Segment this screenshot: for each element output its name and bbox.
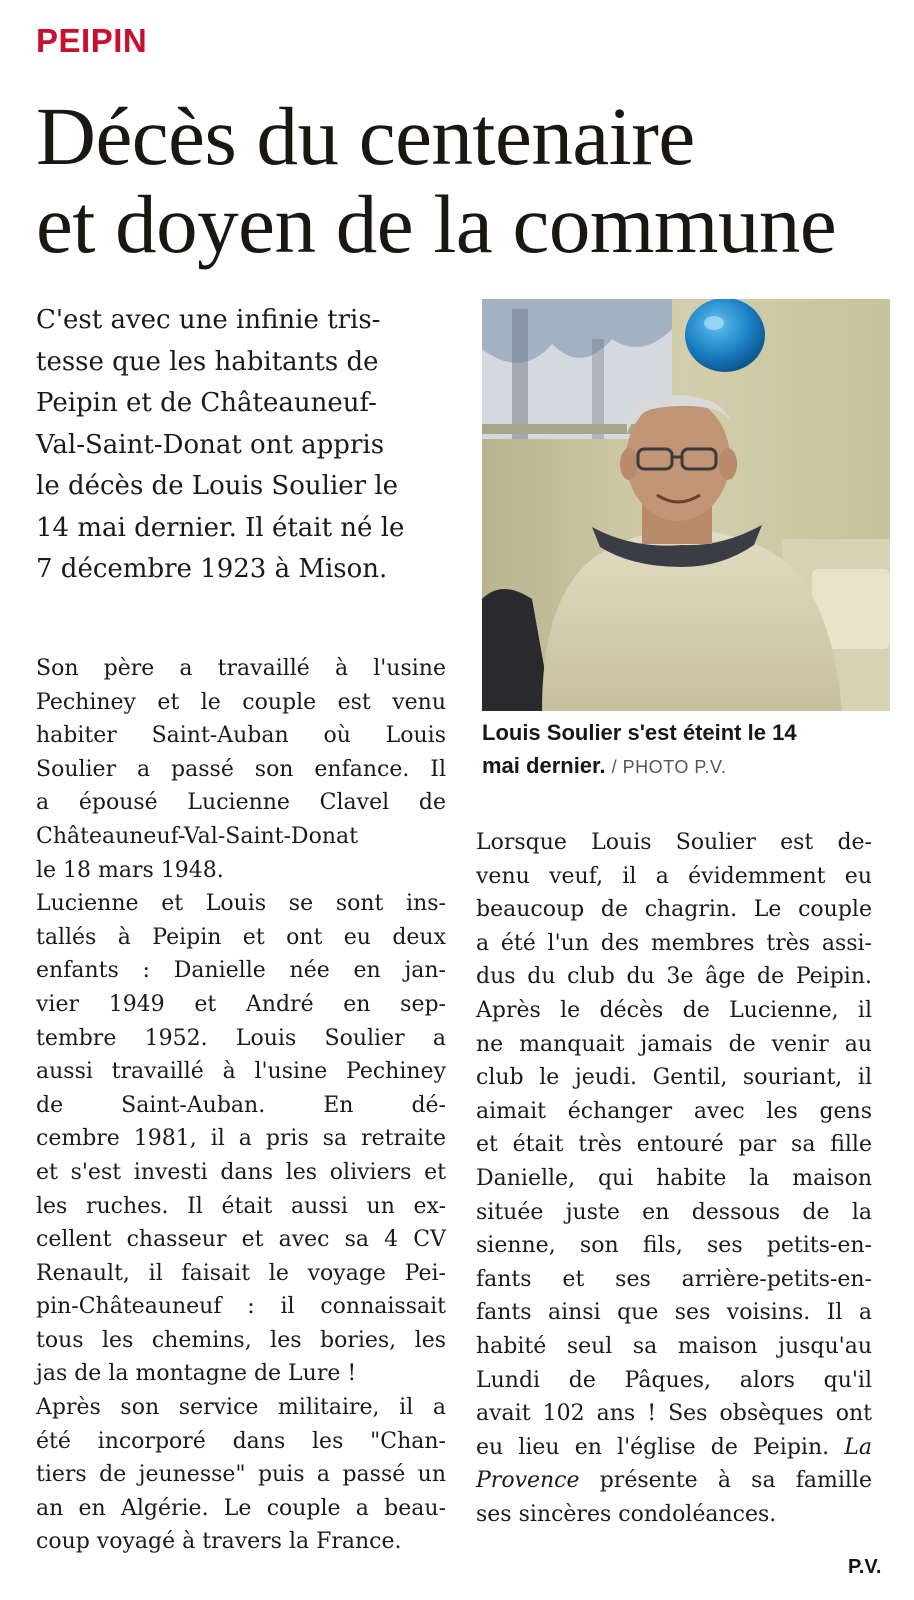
body-line: ses sincères condoléances. (476, 1501, 777, 1527)
headline (36, 92, 896, 268)
body-column-left (36, 652, 446, 1559)
body-line: cellent chasseur et avec sa 4 CV (36, 1227, 446, 1253)
body-line: le 18 mars 1948. (36, 857, 224, 883)
section-label: PEIPIN (36, 22, 148, 59)
body-line: de Saint-Auban. En dé- (36, 1092, 446, 1118)
body-line: sienne, son fils, ses petits-en- (476, 1233, 872, 1259)
body-line: Lundi de Pâques, alors qu'il (476, 1367, 872, 1393)
body-line: an en Algérie. Le couple a beau- (36, 1495, 446, 1521)
body-line: fants et ses arrière-petits-en- (476, 1266, 872, 1292)
body-line: Lucienne et Louis se sont ins- (36, 891, 446, 917)
body-line: venu veuf, il a évidemment eu (476, 863, 872, 889)
body-line: enfants : Danielle née en jan- (36, 958, 446, 984)
body-line: habité seul sa maison jusqu'au (476, 1333, 872, 1359)
photo-credit: / PHOTO P.V. (611, 757, 727, 777)
body-line: avait 102 ans ! Ses obsèques ont (476, 1401, 872, 1427)
body-line (476, 1431, 872, 1465)
body-line: et était très entouré par sa fille (476, 1132, 872, 1158)
body-line (476, 1464, 872, 1498)
body-line: club le jeudi. Gentil, souriant, il (476, 1065, 872, 1091)
body-line: Lorsque Louis Soulier est de- (476, 830, 872, 855)
body-line: Après le décès de Lucienne, il (476, 997, 872, 1023)
body-line: tiers de jeunesse" puis a passé un (36, 1462, 446, 1488)
body-line: cembre 1981, il a pris sa retraite (36, 1126, 446, 1152)
body-line: Pechiney et le couple est venu (36, 689, 446, 715)
caption-text: mai dernier. (482, 753, 606, 778)
body-line: Après son service militaire, il a (36, 1395, 446, 1421)
newspaper-name: La (844, 1434, 872, 1460)
body-line: a été l'un des membres très assi- (476, 930, 872, 956)
photo-caption (482, 716, 892, 784)
lede-line: 14 mai dernier. Il était né le (36, 512, 405, 543)
portrait-illustration (482, 299, 890, 711)
body-line: tous les chemins, les bories, les (36, 1327, 446, 1353)
headline-line: et doyen de la commune (36, 178, 837, 270)
newspaper-name: Provence (476, 1468, 580, 1494)
author-signature: P.V. (848, 1556, 882, 1578)
body-line: Danielle, qui habite la maison (476, 1165, 872, 1191)
body-line: fants ainsi que ses voisins. Il a (476, 1300, 872, 1326)
body-line: les ruches. Il était aussi un ex- (36, 1193, 446, 1219)
body-column-right (476, 826, 872, 1531)
body-text: eu lieu en l'église de Peipin. (476, 1434, 830, 1460)
body-line: Soulier a passé son enfance. Il (36, 756, 446, 782)
headline-line: Décès du centenaire (36, 90, 695, 182)
lede-line: Peipin et de Châteauneuf- (36, 388, 377, 418)
body-line: vier 1949 et André en sep- (36, 991, 446, 1017)
lede-line: 7 décembre 1923 à Mison. (36, 554, 388, 584)
body-line: beaucoup de chagrin. Le couple (476, 897, 872, 923)
body-line: a épousé Lucienne Clavel de (36, 790, 446, 816)
body-line: habiter Saint-Auban où Louis (36, 723, 446, 749)
body-line: Renault, il faisait le voyage Pei- (36, 1260, 446, 1286)
body-line: aussi travaillé à l'usine Pechiney (36, 1059, 446, 1085)
body-line: pin-Châteauneuf : il connaissait (36, 1294, 446, 1320)
lede-line: le décès de Louis Soulier le (36, 471, 399, 501)
body-line: située juste en dessous de la (476, 1199, 872, 1225)
portrait-photo (482, 299, 890, 711)
body-line: dus du club du 3e âge de Peipin. (476, 964, 872, 990)
body-line: tembre 1952. Louis Soulier a (36, 1025, 446, 1051)
body-line: jas de la montagne de Lure ! (36, 1361, 357, 1387)
body-line: Châteauneuf-Val-Saint-Donat (36, 823, 358, 849)
lede-line: Val-Saint-Donat ont appris (36, 429, 385, 460)
body-line: tallés à Peipin et ont eu deux (36, 924, 446, 950)
lede-line: tesse que les habitants de (36, 346, 379, 377)
body-line: Son père a travaillé à l'usine (36, 656, 446, 681)
lede-line: C'est avec une infinie tris- (36, 305, 381, 335)
body-line: aimait échanger avec les gens (476, 1098, 872, 1124)
body-line: et s'est investi dans les oliviers et (36, 1159, 446, 1185)
body-line: ne manquait jamais de venir au (476, 1031, 872, 1057)
body-text: présente à sa famille (599, 1468, 872, 1494)
lede-paragraph (36, 300, 456, 591)
body-line: coup voyagé à travers la France. (36, 1529, 402, 1555)
body-line: été incorporé dans les "Chan- (36, 1428, 446, 1454)
caption-text: Louis Soulier s'est éteint le 14 (482, 720, 797, 745)
